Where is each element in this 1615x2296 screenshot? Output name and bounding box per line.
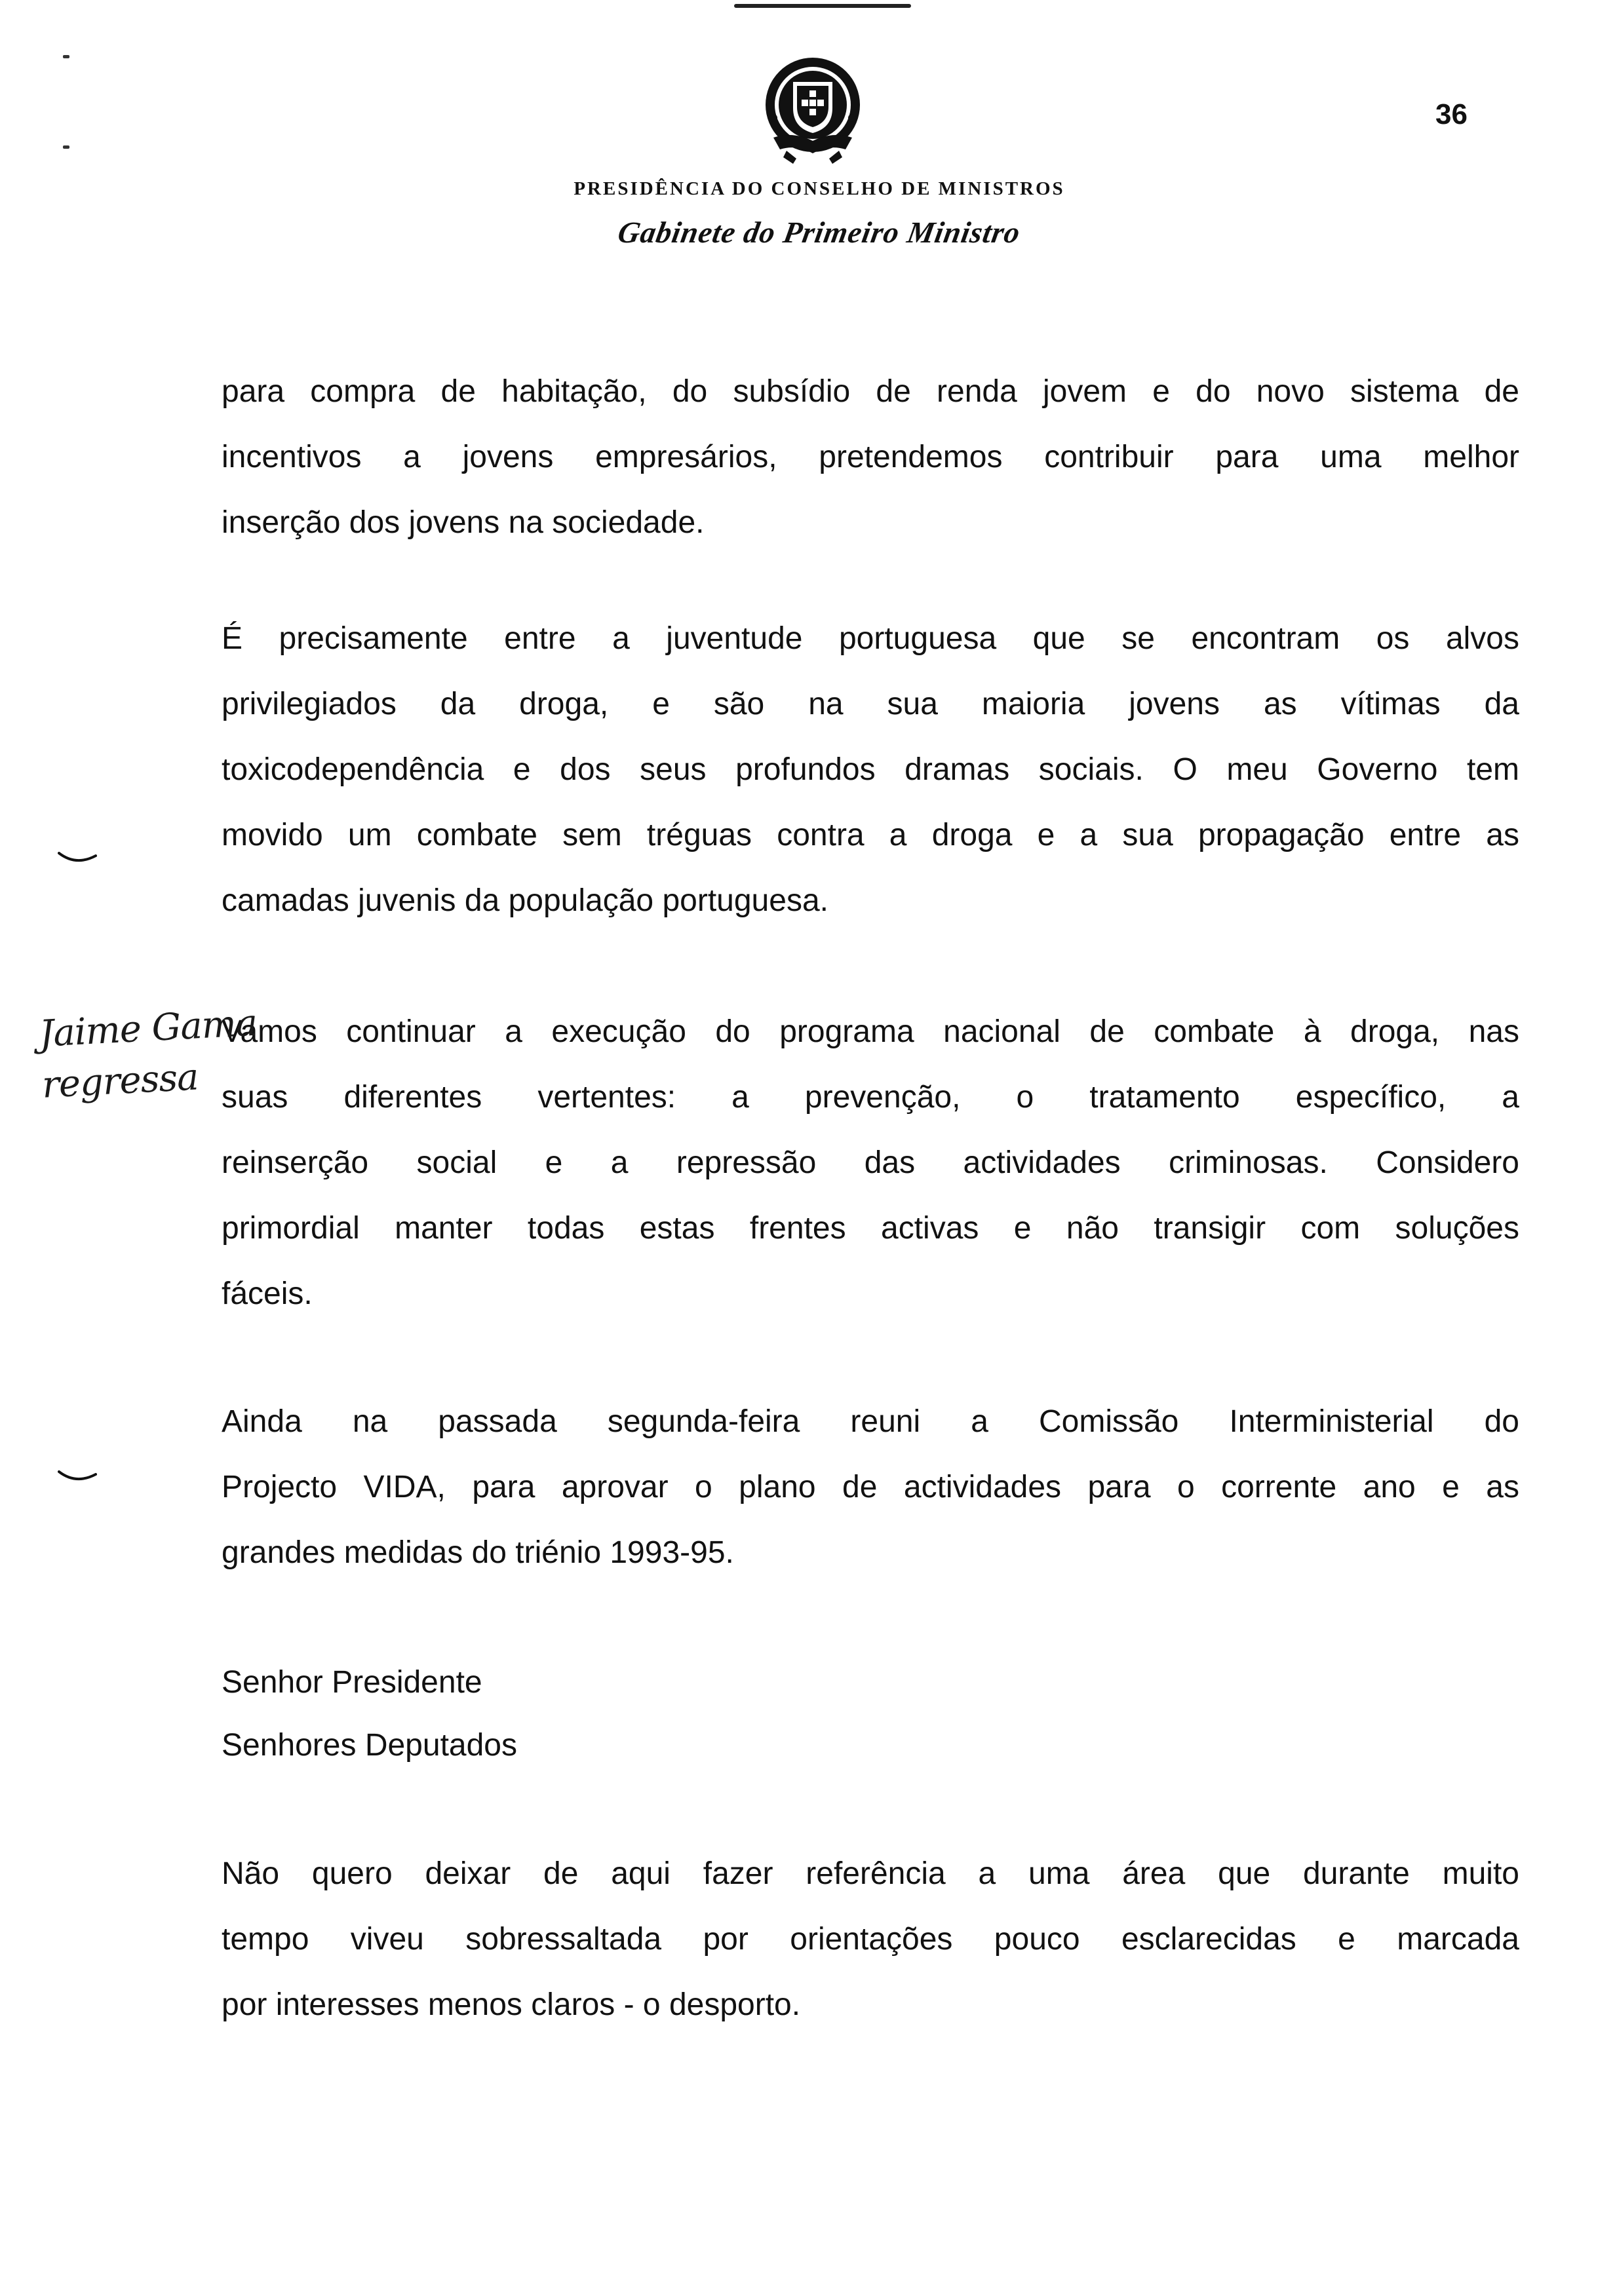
paragraph-1: [222, 359, 1519, 556]
salutation-line: Senhor Presidente: [222, 1665, 482, 1700]
paragraph-line: camadas juvenis da população portuguesa.: [222, 883, 828, 918]
paragraph-line: grandes medidas do triénio 1993-95.: [222, 1535, 734, 1570]
paragraph-line: tempo viveu sobressaltada por orientações pouco esclarecidas e marcada: [222, 1922, 1519, 1957]
salutation-line: Senhores Deputados: [222, 1728, 517, 1763]
page-number: 36: [1435, 98, 1468, 130]
paragraph-line: suas diferentes vertentes: a prevenção, o tratamento específico, a: [222, 1080, 1519, 1115]
paragraph-line: Vamos continuar a execução do programa nacional de combate à droga, nas: [222, 1014, 1519, 1049]
margin-note-line: Jaime Gama: [38, 1001, 258, 1056]
paragraph-line: fáceis.: [222, 1276, 313, 1311]
paragraph-line: Não quero deixar de aqui fazer referência a uma área que durante muito: [222, 1856, 1519, 1891]
header-institution: PRESIDÊNCIA DO CONSELHO DE MINISTROS: [574, 178, 1065, 199]
paragraph-line: por interesses menos claros - o desporto.: [222, 1987, 801, 2022]
header-cabinet: Gabinete do Primeiro Ministro: [615, 216, 1023, 249]
paragraph-line: para compra de habitação, do subsídio de renda jovem e do novo sistema de: [222, 374, 1519, 409]
paragraph-line: movido um combate sem tréguas contra a droga e a sua propagação entre as: [222, 818, 1519, 852]
paragraph-line: toxicodependência e dos seus profundos dramas sociais. O meu Governo tem: [222, 752, 1519, 787]
coat-of-arms-emblem: [747, 46, 878, 177]
handwritten-margin-note: [38, 998, 261, 1111]
paragraph-line: É precisamente entre a juventude portuguesa que se encontram os alvos: [222, 621, 1519, 656]
scan-speck: [63, 55, 69, 58]
top-rule: [734, 4, 911, 8]
paragraph-3: [222, 999, 1519, 1327]
paragraph-line: inserção dos jovens na sociedade.: [222, 505, 705, 540]
margin-note-line: regressa: [41, 1056, 200, 1107]
paragraph-line: incentivos a jovens empresários, pretendemos contribuir para uma melhor: [222, 440, 1519, 474]
handwritten-tick-mark: [58, 1469, 97, 1485]
paragraph-line: privilegiados da droga, e são na sua maioria jovens as vítimas da: [222, 687, 1519, 721]
paragraph-line: Ainda na passada segunda-feira reuni a Comissão Interministerial do: [222, 1404, 1519, 1439]
paragraph-line: reinserção social e a repressão das actividades criminosas. Considero: [222, 1145, 1519, 1180]
scan-speck: [63, 145, 69, 149]
salutation: [222, 1651, 1519, 1777]
paragraph-line: primordial manter todas estas frentes activas e não transigir com soluções: [222, 1211, 1519, 1246]
paragraph-line: Projecto VIDA, para aprovar o plano de actividades para o corrente ano e as: [222, 1470, 1519, 1504]
paragraph-5: [222, 1841, 1519, 2038]
paragraph-2: [222, 606, 1519, 934]
handwritten-tick-mark: [58, 851, 97, 866]
paragraph-4: [222, 1389, 1519, 1586]
